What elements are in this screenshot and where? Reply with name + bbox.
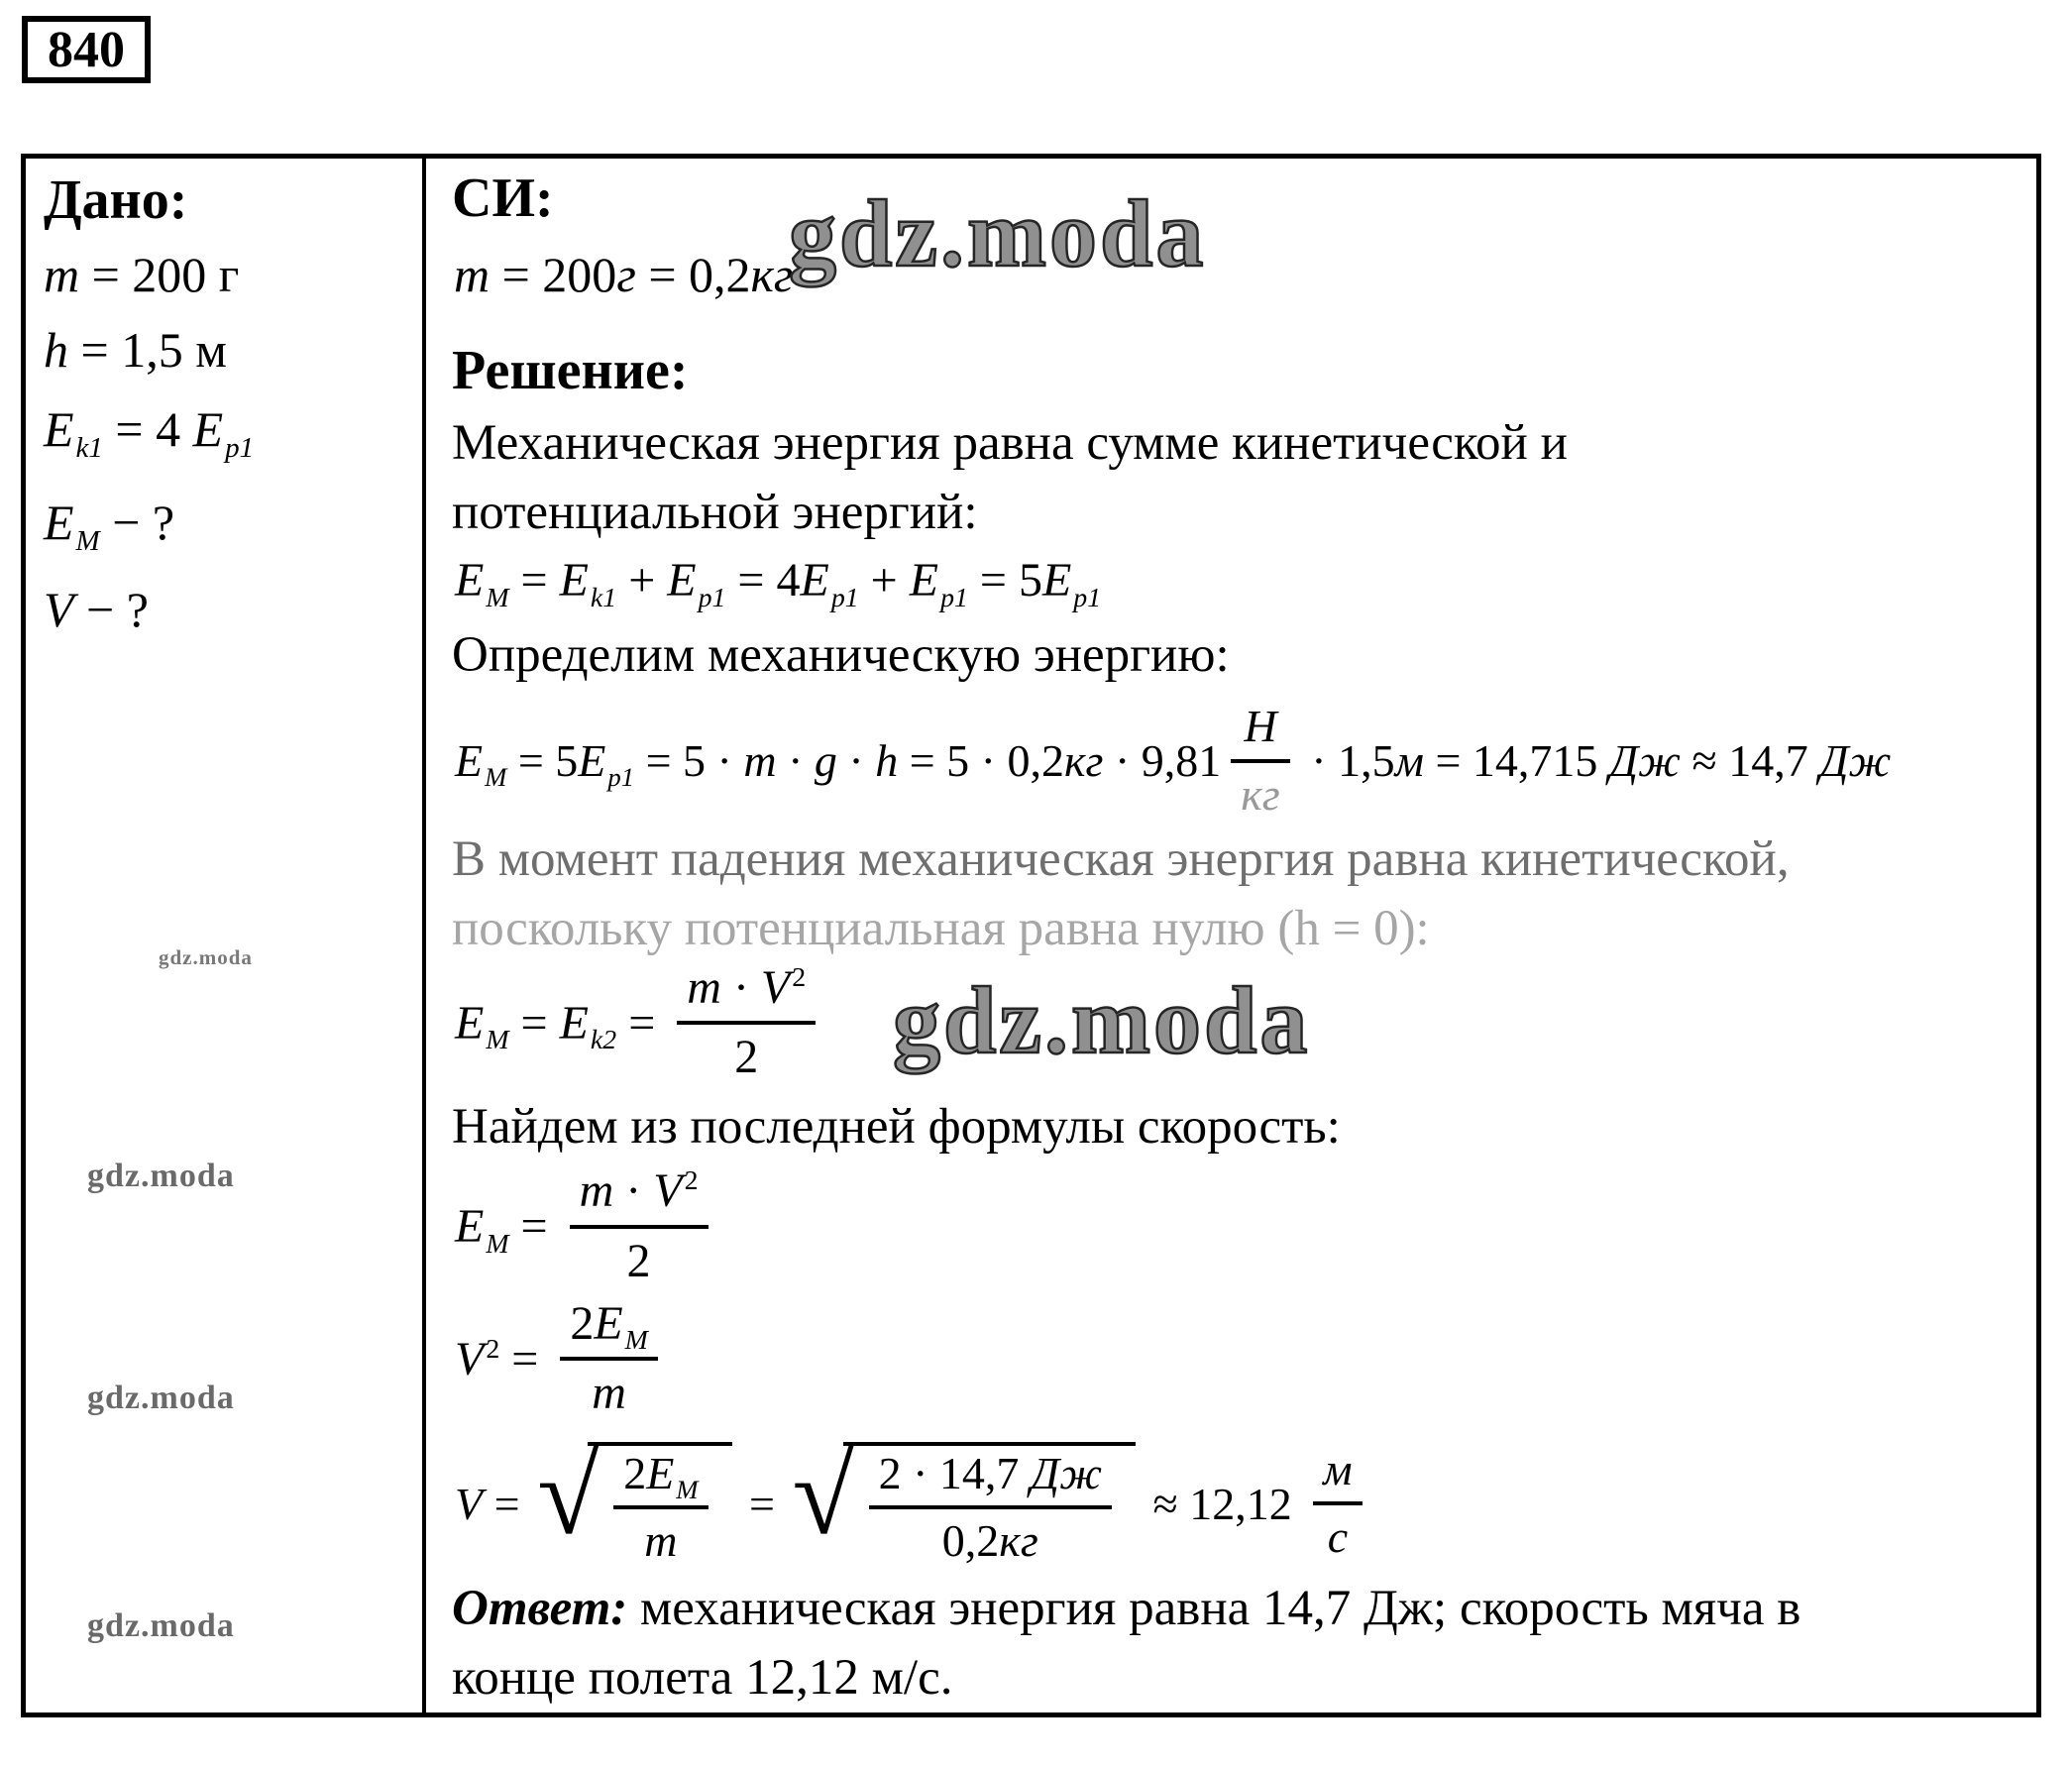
math-token: $E_{p1}$ <box>667 554 726 613</box>
math-token: $E_{k2}$ <box>559 996 617 1056</box>
math-token: m <box>44 247 80 302</box>
math-token: m <box>592 1367 626 1419</box>
fraction-numerator <box>560 1296 658 1357</box>
given-item <box>44 494 175 557</box>
watermark: gdz.moda <box>87 1158 235 1194</box>
math-token: = <box>616 996 668 1049</box>
fraction-denominator <box>869 1505 1112 1565</box>
math-token: = 5 <box>506 735 579 786</box>
math-token: 2 <box>570 1296 595 1350</box>
math-token: · <box>836 735 876 786</box>
solution-text-faded: поскольку потенциальная равна нулю (h = 0): <box>452 901 1430 956</box>
math-token: с <box>1327 1511 1349 1562</box>
fraction-numerator <box>570 1166 709 1224</box>
watermark: gdz.moda <box>87 1380 235 1416</box>
fraction <box>613 1447 708 1566</box>
math-token: = <box>508 554 560 607</box>
math-token: $E_{p1}$ <box>800 554 859 613</box>
formula <box>455 960 825 1083</box>
radical-sign <box>537 1455 600 1537</box>
math-token: m <box>743 735 777 786</box>
math-token: м <box>1323 1443 1353 1494</box>
math-token: = 1,5 м <box>68 322 227 378</box>
fraction-denominator <box>1231 759 1289 819</box>
math-token: $E_{p1}$ <box>1041 554 1102 613</box>
math-token: $E_{p1}$ <box>909 554 968 613</box>
solution-text: потенциальной энергий: <box>452 485 978 540</box>
formula <box>455 1296 668 1419</box>
math-token: $E_M$ <box>455 554 509 613</box>
fraction-denominator <box>570 1225 709 1286</box>
math-token: $E_{p1}$ <box>578 735 635 793</box>
fraction-denominator <box>677 1021 816 1082</box>
solution-text: Найдем из последней формулы скорость: <box>452 1099 1341 1155</box>
math-token: m <box>644 1515 678 1566</box>
given-item <box>44 321 227 379</box>
math-token: ≈ 12,12 <box>1141 1478 1304 1529</box>
si-label: СИ: <box>452 167 554 229</box>
fraction <box>1231 703 1289 819</box>
math-token: ? <box>152 495 175 550</box>
fraction-numerator <box>1313 1443 1362 1501</box>
fraction-denominator <box>1313 1501 1362 1561</box>
math-token: = <box>737 1478 787 1529</box>
solution-label: Решение: <box>452 340 689 401</box>
math-token: $E_M$ <box>455 1200 509 1260</box>
math-token: = <box>499 1332 551 1385</box>
math-token: кг <box>999 1515 1038 1566</box>
math-token: $E_M$ <box>44 495 100 557</box>
math-token: г <box>616 247 636 302</box>
math-token: ≈ 14,7 <box>1680 735 1820 786</box>
math-token: Дж <box>1819 735 1892 786</box>
math-token: = 14,715 <box>1423 735 1609 786</box>
column-divider <box>422 159 426 1712</box>
math-token: m <box>687 960 721 1014</box>
math-token: = 5 <box>967 554 1042 607</box>
math-token: Дж <box>1608 735 1681 786</box>
math-token: = <box>483 1478 532 1529</box>
math-token: $E_M$ <box>646 1447 699 1504</box>
watermark: gdz.moda <box>893 967 1311 1073</box>
fraction <box>570 1166 709 1286</box>
math-token: V <box>44 582 74 637</box>
answer-line: конце полета 12,12 м/с. <box>452 1650 953 1706</box>
math-token: 2 <box>623 1447 647 1498</box>
solution-table <box>21 154 2041 1717</box>
math-token: + <box>858 554 910 607</box>
math-token: m <box>454 247 491 302</box>
math-token: $V^2$ <box>760 960 807 1014</box>
math-token: · <box>720 960 761 1014</box>
math-token: Дж <box>1030 1447 1102 1498</box>
math-token: м <box>1394 735 1424 786</box>
problem-number: 840 <box>48 21 125 78</box>
math-token: h <box>875 735 899 786</box>
watermark: gdz.moda <box>159 945 253 969</box>
math-token: h <box>44 322 68 378</box>
math-token: · <box>613 1164 654 1218</box>
formula <box>455 689 1891 832</box>
math-token: = 0,2 <box>635 247 751 302</box>
fraction <box>560 1296 658 1419</box>
radicand <box>843 1442 1136 1566</box>
math-token: $E_M$ <box>594 1296 648 1357</box>
math-token: $V^2$ <box>455 1332 500 1385</box>
given-label: Дано: <box>44 169 188 231</box>
watermark: gdz.moda <box>87 1607 235 1644</box>
given-item <box>44 581 149 638</box>
answer-text: механическая энергия равна 14,7 Дж; скорость мяча в <box>627 1581 1801 1636</box>
math-token: $E_M$ <box>455 996 509 1056</box>
math-token: = 200 г <box>79 247 240 302</box>
fraction-denominator <box>560 1357 658 1418</box>
si-conversion <box>454 246 793 303</box>
math-token: · 9,81 <box>1103 735 1222 786</box>
fraction-numerator <box>677 960 816 1021</box>
math-token: $V^2$ <box>653 1164 699 1218</box>
square-root <box>792 1442 1136 1566</box>
solution-text-faded: В момент падения механическая энергия равна кинетической, <box>452 831 1790 887</box>
math-token: = 5 · 0,2 <box>898 735 1064 786</box>
fraction <box>1313 1443 1362 1562</box>
math-token: − <box>73 582 127 637</box>
answer-line <box>452 1580 1800 1637</box>
problem-number-box <box>22 16 151 83</box>
solution-text: Механическая энергия равна сумме кинетической и <box>452 415 1568 471</box>
math-token: $E_{k1}$ <box>559 554 617 613</box>
math-token: ? <box>126 582 149 637</box>
solution-text: Определим механическую энергию: <box>452 627 1230 683</box>
math-token: $E_{k1}$ <box>44 401 103 464</box>
math-token: кг <box>1241 768 1280 820</box>
math-token: $E_M$ <box>455 735 507 793</box>
math-token: = <box>508 996 560 1049</box>
given-item <box>44 400 255 464</box>
math-token: + <box>616 554 668 607</box>
radicand <box>588 1442 731 1566</box>
given-item <box>44 246 239 303</box>
math-token: 2 <box>734 1031 759 1083</box>
math-token: $E_{p1}$ <box>192 401 255 464</box>
math-token: = <box>508 1200 560 1253</box>
math-token: = 5 · <box>634 735 744 786</box>
fraction-numerator <box>1231 703 1289 758</box>
fraction-numerator <box>869 1447 1112 1505</box>
radical-sign <box>792 1455 854 1537</box>
math-token: кг <box>750 247 794 302</box>
fraction-numerator <box>613 1447 708 1505</box>
math-token: 2 <box>626 1234 651 1287</box>
math-token: = 4 <box>725 554 801 607</box>
watermark: gdz.moda <box>789 180 1207 286</box>
math-token: = 4 <box>102 401 193 457</box>
fraction-denominator <box>613 1505 708 1565</box>
math-token: кг <box>1063 735 1104 786</box>
math-token: m <box>579 1164 614 1218</box>
math-token: = 200 <box>490 247 617 302</box>
math-token: 2 · 14,7 <box>878 1447 1031 1498</box>
answer-label: Ответ: <box>452 1581 628 1636</box>
math-token: Н <box>1244 701 1277 752</box>
square-root <box>537 1442 731 1566</box>
fraction <box>869 1447 1112 1566</box>
math-token: − <box>99 495 153 550</box>
math-token: · 1,5 <box>1299 735 1395 786</box>
math-token: V <box>455 1478 484 1529</box>
math-token: · <box>776 735 815 786</box>
formula <box>455 1164 718 1288</box>
math-token: g <box>814 735 837 786</box>
formula <box>455 553 1102 613</box>
fraction <box>677 960 816 1083</box>
formula <box>455 1429 1372 1578</box>
math-token: 0,2 <box>941 1515 1000 1566</box>
